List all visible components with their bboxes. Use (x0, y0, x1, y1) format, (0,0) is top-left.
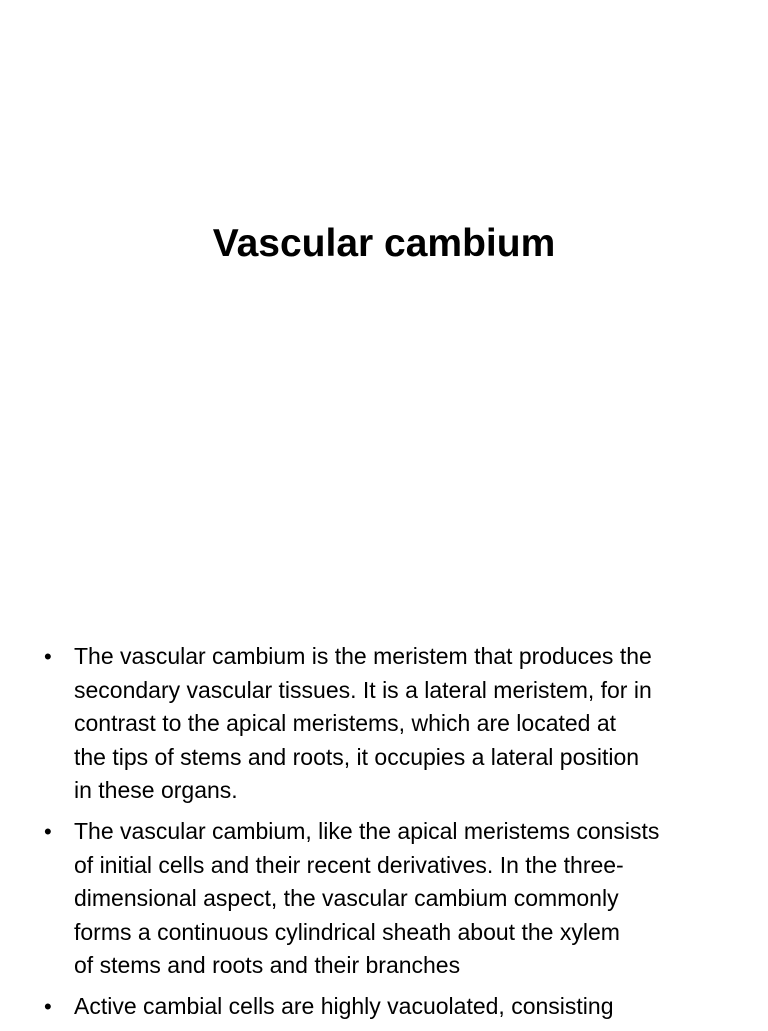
bullet-item (44, 815, 734, 983)
slide-title: Vascular cambium (212, 222, 556, 265)
bullet-text: The vascular cambium, like the apical meristems consists of initial cells and their recent derivatives. In the three- dimensional aspect, the vascular cambium commonly forms a continuous cylindrical sheath about the xylem of stems and roots and their branches (74, 817, 660, 979)
bullet-text: Active cambial cells are highly vacuolated, consisting (74, 992, 614, 1019)
bullet-text: The vascular cambium is the meristem that produces the secondary vascular tissues. It is a lateral meristem, for in contrast to the apical meristems, which are located at the tips of stems and roots, it occupies a lateral position in these organs. (74, 643, 652, 804)
bullet-item (44, 990, 734, 1024)
bullet-list (44, 640, 734, 1031)
bullet-marker: • (44, 993, 52, 1019)
bullet-marker: • (44, 644, 52, 669)
bullet-item (44, 640, 734, 808)
bullet-marker: • (44, 818, 52, 844)
